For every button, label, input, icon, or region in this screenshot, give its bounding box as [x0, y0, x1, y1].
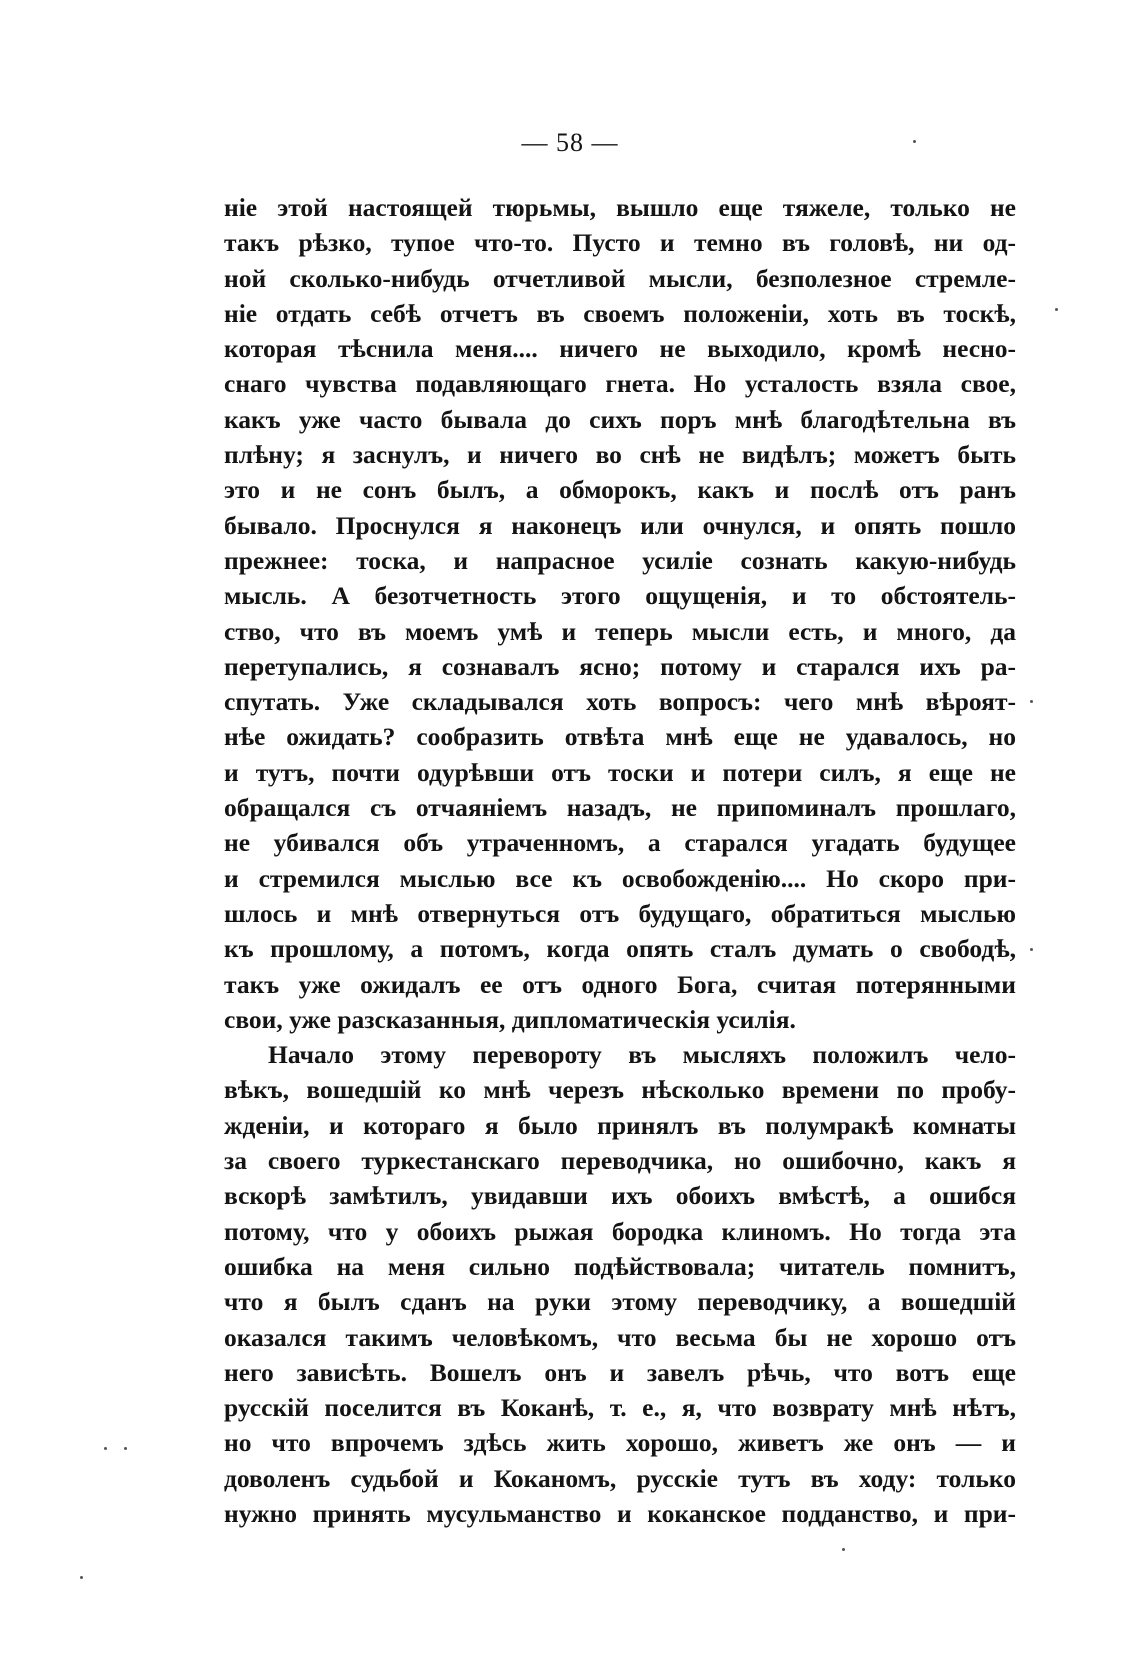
text-line: ной сколько-нибудь отчетливой мысли, безполезное стремле- [224, 263, 1016, 293]
text-line: и тутъ, почти одурѣвши отъ тоски и потери силъ, я еще не [224, 757, 1016, 787]
text-line: русскій поселится въ Коканѣ, т. е., я, что возврату мнѣ нѣтъ, [224, 1393, 1016, 1423]
text-line: которая тѣснила меня.... ничего не выходило, кромѣ несно- [224, 334, 1016, 364]
paragraph-2 [224, 1037, 1016, 1531]
text-line: это и не сонъ былъ, а обморокъ, какъ и послѣ отъ ранъ [224, 475, 1016, 505]
text-line: доволенъ судьбой и Коканомъ, русскіе тутъ въ ходу: только [224, 1463, 1016, 1493]
text-line: ніе этой настоящей тюрьмы, вышло еще тяжеле, только не [224, 193, 1016, 222]
text-line: за своего туркестанскаго переводчика, но ошибочно, какъ я [224, 1146, 1016, 1176]
text-line: что я былъ сданъ на руки этому переводчику, а вошедшій [224, 1287, 1016, 1317]
text-line: такъ уже ожидалъ ее отъ одного Бога, считая потерянными [224, 969, 1016, 999]
text-line: жденіи, и котораго я было принялъ въ полумракѣ комнаты [224, 1110, 1016, 1140]
text-line: Начало этому перевороту въ мысляхъ положилъ чело- [268, 1040, 1016, 1070]
paragraph-1 [224, 190, 1016, 1037]
text-line: перетупались, я сознавалъ ясно; потому и старался ихъ ра- [224, 651, 1016, 681]
text-line: шлось и мнѣ отвернуться отъ будущаго, обратиться мыслью [224, 898, 1016, 928]
text-line: нужно принять мусульманство и коканское подданство, и при- [224, 1498, 1016, 1528]
scan-speck [1055, 308, 1058, 311]
scan-speck [104, 1447, 107, 1450]
text-line: къ прошлому, а потомъ, когда опять сталъ думать о свободѣ, [224, 934, 1016, 964]
text-line: и стремился мыслью все къ освобожденію.... Но скоро при- [224, 863, 1016, 893]
text-line: обращался съ отчаяніемъ назадъ, не припоминалъ прошлаго, [224, 793, 1016, 823]
text-line: потому, что у обоихъ рыжая бородка клиномъ. Но тогда эта [224, 1216, 1016, 1246]
text-line: него зависѣть. Вошелъ онъ и завелъ рѣчь, что вотъ еще [224, 1357, 1016, 1387]
text-line: снаго чувства подавляющаго гнета. Но усталость взяла свое, [224, 369, 1016, 399]
text-line: спутать. Уже складывался хоть вопросъ: чего мнѣ вѣроят- [224, 687, 1016, 717]
scan-speck [842, 1548, 845, 1551]
text-line: прежнее: тоска, и напрасное усиліе сознать какую-нибудь [224, 545, 1016, 575]
text-line: вѣкъ, вошедшій ко мнѣ черезъ нѣсколько времени по пробу- [224, 1075, 1016, 1105]
text-line: оказался такимъ человѣкомъ, что весьма бы не хорошо отъ [224, 1322, 1016, 1352]
text-line: ошибка на меня сильно подѣйствовала; читатель помнитъ, [224, 1251, 1016, 1281]
text-line: мысль. А безотчетность этого ощущенія, и то обстоятель- [224, 581, 1016, 611]
text-line: ство, что въ моемъ умѣ и теперь мысли есть, и много, да [224, 616, 1016, 646]
scan-speck [913, 140, 916, 143]
text-line: бывало. Проснулся я наконецъ или очнулся, и опять пошло [224, 510, 1016, 540]
scan-speck [1030, 948, 1033, 951]
text-line: какъ уже часто бывала до сихъ поръ мнѣ благодѣтельна въ [224, 404, 1016, 434]
text-line: нѣе ожидать? сообразить отвѣта мнѣ еще не удавалось, но [224, 722, 1016, 752]
text-line: свои, уже разсказанныя, дипломатическія усилія. [224, 1004, 796, 1034]
text-line: вскорѣ замѣтилъ, увидавши ихъ обоихъ вмѣстѣ, а ошибся [224, 1181, 1016, 1211]
text-line: не убивался объ утраченномъ, а старался угадать будущее [224, 828, 1016, 858]
text-line: ніе отдать себѣ отчетъ въ своемъ положеніи, хоть въ тоскѣ, [224, 298, 1016, 328]
page-number: — 58 — [521, 128, 619, 157]
text-line: плѣну; я заснулъ, и ничего во снѣ не видѣлъ; можетъ быть [224, 440, 1016, 470]
scan-speck [1030, 700, 1033, 703]
text-line: такъ рѣзко, тупое что-то. Пусто и темно въ головѣ, ни од- [224, 228, 1016, 258]
scan-speck [80, 1576, 83, 1579]
body-text [224, 190, 1016, 1531]
scan-speck [124, 1447, 127, 1450]
text-line: но что впрочемъ здѣсь жить хорошо, живетъ же онъ — и [224, 1428, 1016, 1458]
